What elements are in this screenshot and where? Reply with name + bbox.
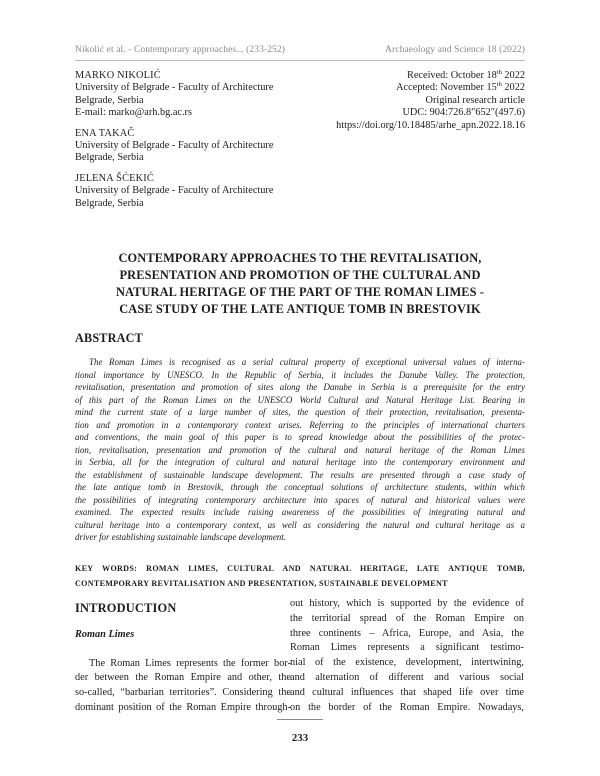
- footer-divider: [277, 719, 323, 720]
- body-line: and alternation of different and various social: [290, 671, 524, 683]
- keywords-line: KEY WORDS: ROMAN LIMES, CULTURAL AND NATURAL HERITAGE, LATE ANTIQUE TOMB,: [75, 564, 525, 573]
- body-line: der between the Roman Empire and other, the: [75, 672, 291, 684]
- abstract-line: the late antique tomb in Brestovik, through the conceptual solutions of architecture students, within which: [75, 482, 525, 492]
- abstract-line: The Roman Limes is recognised as a serial cultural property of exceptional universal values of interna-: [89, 357, 525, 367]
- author-affiliation: University of Belgrade - Faculty of Architecture: [75, 185, 274, 197]
- body-line: dominant position of the Roman Empire through-: [75, 701, 291, 713]
- abstract-line: mind the current state of a large number of sites, the question of their protection, revitalisation, presenta-: [75, 407, 525, 417]
- received-date: [265, 70, 525, 82]
- subsection-heading: Roman Limes: [75, 628, 135, 640]
- right-column: [290, 597, 524, 715]
- title-line: CASE STUDY OF THE LATE ANTIQUE TOMB IN BRESTOVIK: [119, 302, 481, 316]
- abstract-heading: ABSTRACT: [75, 331, 143, 345]
- author-location: Belgrade, Serbia: [75, 94, 144, 106]
- abstract-line: driver for establishing sustainable landscape development.: [75, 532, 286, 542]
- paragraph: [75, 657, 291, 716]
- body-line: The Roman Limes represents the former bor-: [89, 657, 291, 669]
- article-meta: [265, 70, 525, 132]
- doi-link[interactable]: https://doi.org/10.18485/arhe_apn.2022.18.16: [336, 119, 525, 131]
- title-line: CONTEMPORARY APPROACHES TO THE REVITALISATION,: [118, 251, 482, 265]
- author-2: [75, 128, 305, 165]
- body-line: out history, which is supported by the evidence of: [290, 598, 524, 609]
- body-line: on the border of the Roman Empire. Nowadays,: [290, 701, 524, 713]
- author-affiliation: University of Belgrade - Faculty of Architecture: [75, 82, 274, 94]
- author-3: [75, 173, 305, 210]
- running-header-left: Nikolić et al. - Contemporary approaches... (233-252): [75, 45, 286, 55]
- abstract-line: examined. The expected results include raising awareness of the possibilities of integrating natural and: [75, 507, 525, 517]
- author-name: ENA TAKAČ: [75, 127, 135, 139]
- body-line: three continents – Africa, Europe, and Asia, the: [290, 627, 524, 639]
- paper-title: [85, 250, 515, 318]
- abstract-line: of this part of the Roman Limes on the UNESCO World Cultural and Natural Heritage List. Bearing in: [75, 394, 525, 405]
- author-name: MARKO NIKOLIĆ: [75, 70, 161, 81]
- body-line: the territorial spread of the Roman Empire on: [290, 612, 524, 624]
- udc-code: UDC: 904:726.8"652"(497.6): [402, 107, 525, 119]
- body-line: so-called, “barbarian territories”. Considering the: [75, 687, 291, 699]
- accepted-sup: th: [496, 81, 502, 89]
- title-line: PRESENTATION AND PROMOTION OF THE CULTURAL AND: [119, 268, 481, 282]
- accepted-label: Accepted: November 15: [396, 82, 497, 94]
- author-affiliation: University of Belgrade - Faculty of Architecture: [75, 140, 274, 152]
- abstract-line: tion, revitalisation, presentation and promotion of the cultural and natural heritage of the Roman Limes: [75, 444, 525, 455]
- keywords-line: CONTEMPORARY REVITALISATION AND PRESENTATION, SUSTAINABLE DEVELOPMENT: [75, 579, 448, 588]
- accepted-year: 2022: [501, 82, 525, 94]
- body-line: and cultural influences that shaped life over time: [290, 686, 524, 698]
- accepted-date: [265, 82, 525, 94]
- received-label: Received: October 18: [406, 70, 497, 81]
- author-email[interactable]: E-mail: marko@arh.bg.ac.rs: [75, 107, 192, 119]
- title-line: NATURAL HERITAGE OF THE PART OF THE ROMAN LIMES -: [115, 285, 485, 299]
- abstract-line: the possibilities of integrating contemporary architecture into spaces of natural and historical values were: [75, 494, 525, 505]
- page-number: 233: [291, 732, 309, 744]
- body-line: nial of the existence, development, intertwining,: [290, 657, 524, 669]
- abstract-line: in Serbia, all for the integration of cultural and natural heritage into the contemporary environment and: [75, 457, 525, 467]
- author-name: JELENA ŠĆEKIĆ: [75, 172, 154, 184]
- abstract-line: tion and promotion in a contemporary context arises. Referring to the principles of international charters: [75, 419, 525, 430]
- received-year: 2022: [501, 70, 525, 81]
- body-line: Roman Limes represents a significant testimo-: [290, 642, 524, 654]
- abstract-line: the establishment of sustainable landscape development. The results are presented through a case study of: [75, 469, 525, 480]
- abstract-line: tional importance by UNESCO. In the Republic of Serbia, it includes the Danube Valley. The protection,: [75, 369, 525, 380]
- received-sup: th: [496, 69, 502, 76]
- abstract-line: revitalisation, presentation and promotion of sites along the Danube in Serbia is a prerequisite for the entry: [75, 382, 525, 392]
- author-location: Belgrade, Serbia: [75, 197, 144, 209]
- keywords: [75, 561, 525, 591]
- introduction-heading: INTRODUCTION: [75, 601, 177, 615]
- article-type: Original research article: [425, 94, 525, 106]
- abstract-line: cultural heritage into a contemporary context, as well as considering the natural and cultural heritage as a: [75, 519, 525, 530]
- abstract-body: [75, 356, 525, 544]
- abstract-line: and conventions, the main goal of this paper is to spread knowledge about the possibilities of the protec-: [75, 432, 525, 442]
- left-column: [75, 597, 291, 716]
- running-header-right: Archaeology and Science 18 (2022): [385, 45, 525, 55]
- author-location: Belgrade, Serbia: [75, 152, 144, 164]
- header-divider: [75, 60, 525, 61]
